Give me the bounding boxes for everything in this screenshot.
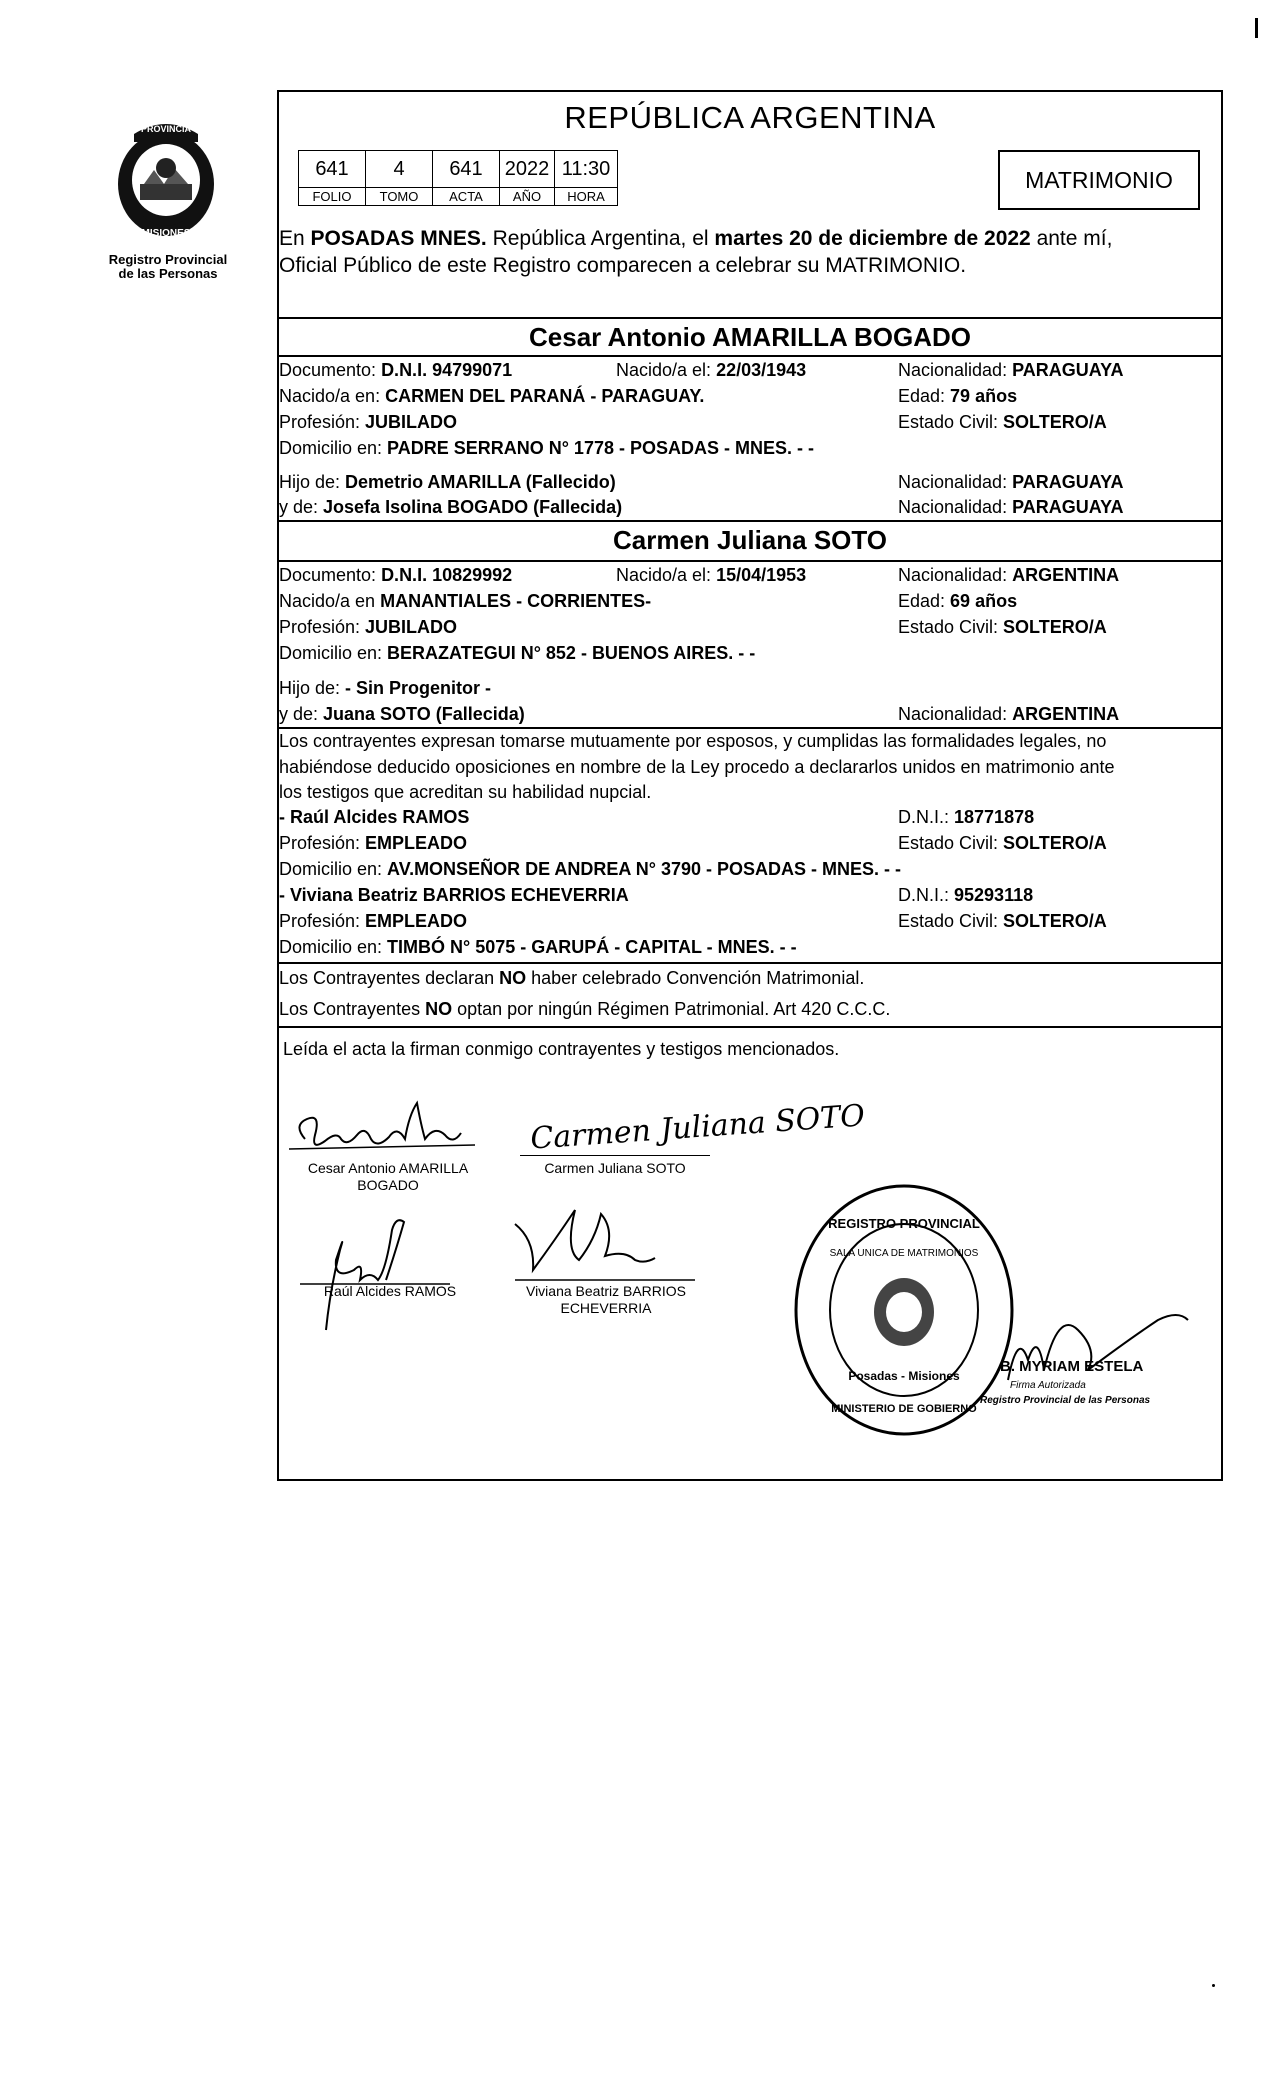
spouse1-birthplace xyxy=(279,386,704,406)
field-value: Demetrio AMARILLA (Fallecido) xyxy=(345,472,616,492)
intro-paragraph xyxy=(279,225,1219,279)
field-value: JUBILADO xyxy=(365,412,458,432)
witness1-profession xyxy=(279,833,467,853)
convention-text: haber celebrado Convención Matrimonial. xyxy=(526,968,865,988)
anio-label: AÑO xyxy=(500,188,555,206)
spouse2-mother xyxy=(279,704,525,724)
divider xyxy=(277,560,1223,562)
intro-text: ante mí, xyxy=(1030,227,1113,250)
declaration-paragraph xyxy=(279,729,1219,806)
spouse2-birthdate xyxy=(616,565,806,585)
official-name: B. MYRIAM ESTELA xyxy=(1000,1358,1144,1375)
field-label: Estado Civil: xyxy=(898,911,1004,931)
spouse1-address xyxy=(279,438,814,458)
field-value: 95293118 xyxy=(954,885,1034,905)
tomo-value: 4 xyxy=(366,151,433,188)
signature-spouse1-label xyxy=(285,1160,491,1194)
signature-name: BOGADO xyxy=(357,1177,419,1193)
declaration-line: Los contrayentes expresan tomarse mutuamente por esposos, y cumplidas las formalidades legales, no xyxy=(279,731,1107,751)
spouse1-mother xyxy=(279,497,622,517)
witness1-name xyxy=(279,807,469,827)
divider xyxy=(277,1026,1223,1028)
divider xyxy=(277,962,1223,964)
signature-witness2 xyxy=(505,1200,705,1290)
tomo-label: TOMO xyxy=(366,188,433,206)
field-label: Domicilio en: xyxy=(279,937,388,957)
field-label: Hijo de: xyxy=(279,678,346,698)
convention-no: NO xyxy=(499,968,527,988)
spouse1-mother-nationality xyxy=(898,497,1123,517)
field-value: EMPLEADO xyxy=(365,833,468,853)
convention-line-2 xyxy=(279,999,890,1019)
spouse2-document xyxy=(279,565,512,585)
field-label: y de: xyxy=(279,497,324,517)
field-label: Estado Civil: xyxy=(898,833,1004,853)
signature-line xyxy=(520,1155,710,1156)
field-label: D.N.I.: xyxy=(898,807,955,827)
intro-text: En xyxy=(279,227,311,250)
page-title: REPÚBLICA ARGENTINA xyxy=(564,100,936,135)
field-label: Nacido/a en: xyxy=(279,386,386,406)
field-label: Estado Civil: xyxy=(898,412,1004,432)
witness2-name xyxy=(279,885,629,905)
divider xyxy=(277,520,1223,522)
field-label: y de: xyxy=(279,704,324,724)
field-value: 79 años xyxy=(950,386,1018,406)
seal-text-inner: SALA UNICA DE MATRIMONIOS xyxy=(829,1248,979,1259)
convention-line-1 xyxy=(279,968,864,988)
field-label: Domicilio en: xyxy=(279,859,388,879)
field-label: Profesión: xyxy=(279,833,366,853)
field-value: PARAGUAYA xyxy=(1012,360,1124,380)
field-label: Estado Civil: xyxy=(898,617,1004,637)
signature-name: Viviana Beatriz BARRIOS xyxy=(525,1283,687,1299)
witness2-address xyxy=(279,937,797,957)
witness1-dni xyxy=(898,807,1034,827)
signature-spouse2-label: Carmen Juliana SOTO xyxy=(544,1160,686,1176)
field-value: PADRE SERRANO N° 1778 - POSADAS - MNES. - - xyxy=(387,438,814,458)
spouse2-father xyxy=(279,678,491,698)
field-label: Nacido/a el: xyxy=(616,360,717,380)
logo-text-bottom: MISIONES xyxy=(141,228,191,239)
field-value: PARAGUAYA xyxy=(1012,497,1124,517)
field-label: Edad: xyxy=(898,386,951,406)
field-label: Domicilio en: xyxy=(279,438,388,458)
acta-label: ACTA xyxy=(433,188,500,206)
field-label: Nacido/a en xyxy=(279,591,381,611)
field-label: Profesión: xyxy=(279,412,366,432)
field-value: - Viviana Beatriz BARRIOS ECHEVERRIA xyxy=(279,885,629,905)
intro-place: POSADAS MNES. xyxy=(310,227,487,250)
spouse2-name: Carmen Juliana SOTO xyxy=(612,525,888,555)
field-label: Hijo de: xyxy=(279,472,346,492)
signature-name: ECHEVERRIA xyxy=(560,1300,652,1316)
field-label: Edad: xyxy=(898,591,951,611)
misiones-emblem-logo xyxy=(104,112,228,252)
intro-date: martes 20 de diciembre de 2022 xyxy=(714,227,1031,250)
field-value: 69 años xyxy=(950,591,1018,611)
field-value: D.N.I. 94799071 xyxy=(381,360,513,380)
registro-line-2: de las Personas xyxy=(118,266,218,281)
seal-text-bottom: Posadas - Misiones xyxy=(848,1369,960,1383)
field-value: - Sin Progenitor - xyxy=(345,678,492,698)
field-label: Nacionalidad: xyxy=(898,565,1013,585)
field-label: Domicilio en: xyxy=(279,643,388,663)
intro-line-2: Oficial Público de este Registro comparecen a celebrar su MATRIMONIO. xyxy=(279,254,967,277)
field-value: JUBILADO xyxy=(365,617,458,637)
spouse2-civil-status xyxy=(898,617,1107,637)
signature-witness2-label xyxy=(508,1283,704,1317)
folio-value: 641 xyxy=(299,151,366,188)
folio-label: FOLIO xyxy=(299,188,366,206)
field-value: ARGENTINA xyxy=(1012,704,1120,724)
spouse2-profession xyxy=(279,617,457,637)
signature-witness1-label: Raúl Alcides RAMOS xyxy=(323,1283,457,1299)
registro-line-1: Registro Provincial xyxy=(108,252,228,267)
hora-value: 11:30 xyxy=(555,151,618,188)
field-label: Nacionalidad: xyxy=(898,360,1013,380)
field-label: Documento: xyxy=(279,360,382,380)
field-value: EMPLEADO xyxy=(365,911,468,931)
spouse1-profession xyxy=(279,412,457,432)
field-value: SOLTERO/A xyxy=(1003,617,1107,637)
field-value: 15/04/1953 xyxy=(716,565,807,585)
logo-text-top: PROVINCIA xyxy=(140,124,192,134)
field-value: - Raúl Alcides RAMOS xyxy=(279,807,470,827)
registry-table xyxy=(298,150,618,206)
intro-text: República Argentina, el xyxy=(486,227,715,250)
anio-value: 2022 xyxy=(500,151,555,188)
convention-no: NO xyxy=(425,999,453,1019)
spouse2-birthplace xyxy=(279,591,651,611)
field-value: TIMBÓ N° 5075 - GARUPÁ - CAPITAL - MNES. - - xyxy=(387,937,797,957)
field-label: Nacionalidad: xyxy=(898,704,1013,724)
seal-text-outer: REGISTRO PROVINCIAL xyxy=(828,1216,980,1231)
field-value: D.N.I. 10829992 xyxy=(381,565,513,585)
hora-label: HORA xyxy=(555,188,618,206)
witness1-civil-status xyxy=(898,833,1107,853)
field-label: D.N.I.: xyxy=(898,885,955,905)
declaration-line: los testigos que acreditan su habilidad nupcial. xyxy=(279,782,652,802)
declaration-line: habiéndose deducido oposiciones en nombre de la Ley procedo a declararlos unidos en matrimonio ante xyxy=(279,756,1115,777)
field-value: Juana SOTO (Fallecida) xyxy=(323,704,525,724)
field-value: PARAGUAYA xyxy=(1012,472,1124,492)
spouse1-father xyxy=(279,472,616,492)
field-label: Nacionalidad: xyxy=(898,472,1013,492)
field-value: 22/03/1943 xyxy=(716,360,807,380)
field-value: MANANTIALES - CORRIENTES- xyxy=(380,591,652,611)
field-value: BERAZATEGUI N° 852 - BUENOS AIRES. - - xyxy=(387,643,756,663)
signature-spouse1 xyxy=(285,1095,515,1161)
convention-text: Los Contrayentes declaran xyxy=(279,968,500,988)
page-mark xyxy=(1255,18,1258,38)
witness2-civil-status xyxy=(898,911,1107,931)
signature-spouse2: Carmen Juliana SOTO xyxy=(529,1098,866,1157)
official-title: Firma Autorizada xyxy=(1010,1380,1086,1391)
spouse2-mother-nationality xyxy=(898,704,1119,724)
spouse1-name: Cesar Antonio AMARILLA BOGADO xyxy=(529,322,971,352)
acta-value: 641 xyxy=(433,151,500,188)
witness2-dni xyxy=(898,885,1033,905)
spouse2-address xyxy=(279,643,755,663)
closing-statement: Leída el acta la firman conmigo contrayentes y testigos mencionados. xyxy=(283,1039,840,1059)
field-label: Documento: xyxy=(279,565,382,585)
field-value: CARMEN DEL PARANÁ - PARAGUAY. xyxy=(385,386,705,406)
field-label: Nacionalidad: xyxy=(898,497,1013,517)
convention-text: Los Contrayentes xyxy=(279,999,426,1019)
field-value: SOLTERO/A xyxy=(1003,412,1107,432)
official-office: Registro Provincial de las Personas xyxy=(980,1395,1151,1406)
spouse2-age xyxy=(898,591,1017,611)
signature-witness1 xyxy=(300,1210,480,1340)
divider xyxy=(277,355,1223,357)
field-value: 18771878 xyxy=(954,807,1035,827)
scan-speck xyxy=(1212,1984,1215,1987)
witness2-profession xyxy=(279,911,467,931)
spouse1-age xyxy=(898,386,1017,406)
divider xyxy=(277,317,1223,319)
field-value: Josefa Isolina BOGADO (Fallecida) xyxy=(323,497,623,517)
field-label: Profesión: xyxy=(279,911,366,931)
field-label: Profesión: xyxy=(279,617,366,637)
witness1-address xyxy=(279,859,901,879)
signature-name: Cesar Antonio AMARILLA xyxy=(307,1160,469,1176)
acta-type-box: MATRIMONIO xyxy=(998,150,1200,210)
spouse1-birthdate xyxy=(616,360,806,380)
field-value: ARGENTINA xyxy=(1012,565,1120,585)
spouse1-civil-status xyxy=(898,412,1107,432)
spouse1-father-nationality xyxy=(898,472,1123,492)
registro-caption xyxy=(88,253,248,281)
seal-text-ministry: MINISTERIO DE GOBIERNO xyxy=(831,1403,977,1415)
spouse1-nationality xyxy=(898,360,1123,380)
field-value: SOLTERO/A xyxy=(1003,833,1107,853)
convention-text: optan por ningún Régimen Patrimonial. Art 420 C.C.C. xyxy=(452,999,891,1019)
spouse1-document xyxy=(279,360,512,380)
spouse2-nationality xyxy=(898,565,1119,585)
field-value: SOLTERO/A xyxy=(1003,911,1107,931)
field-value: AV.MONSEÑOR DE ANDREA N° 3790 - POSADAS - MNES. - - xyxy=(387,859,901,879)
field-label: Nacido/a el: xyxy=(616,565,717,585)
